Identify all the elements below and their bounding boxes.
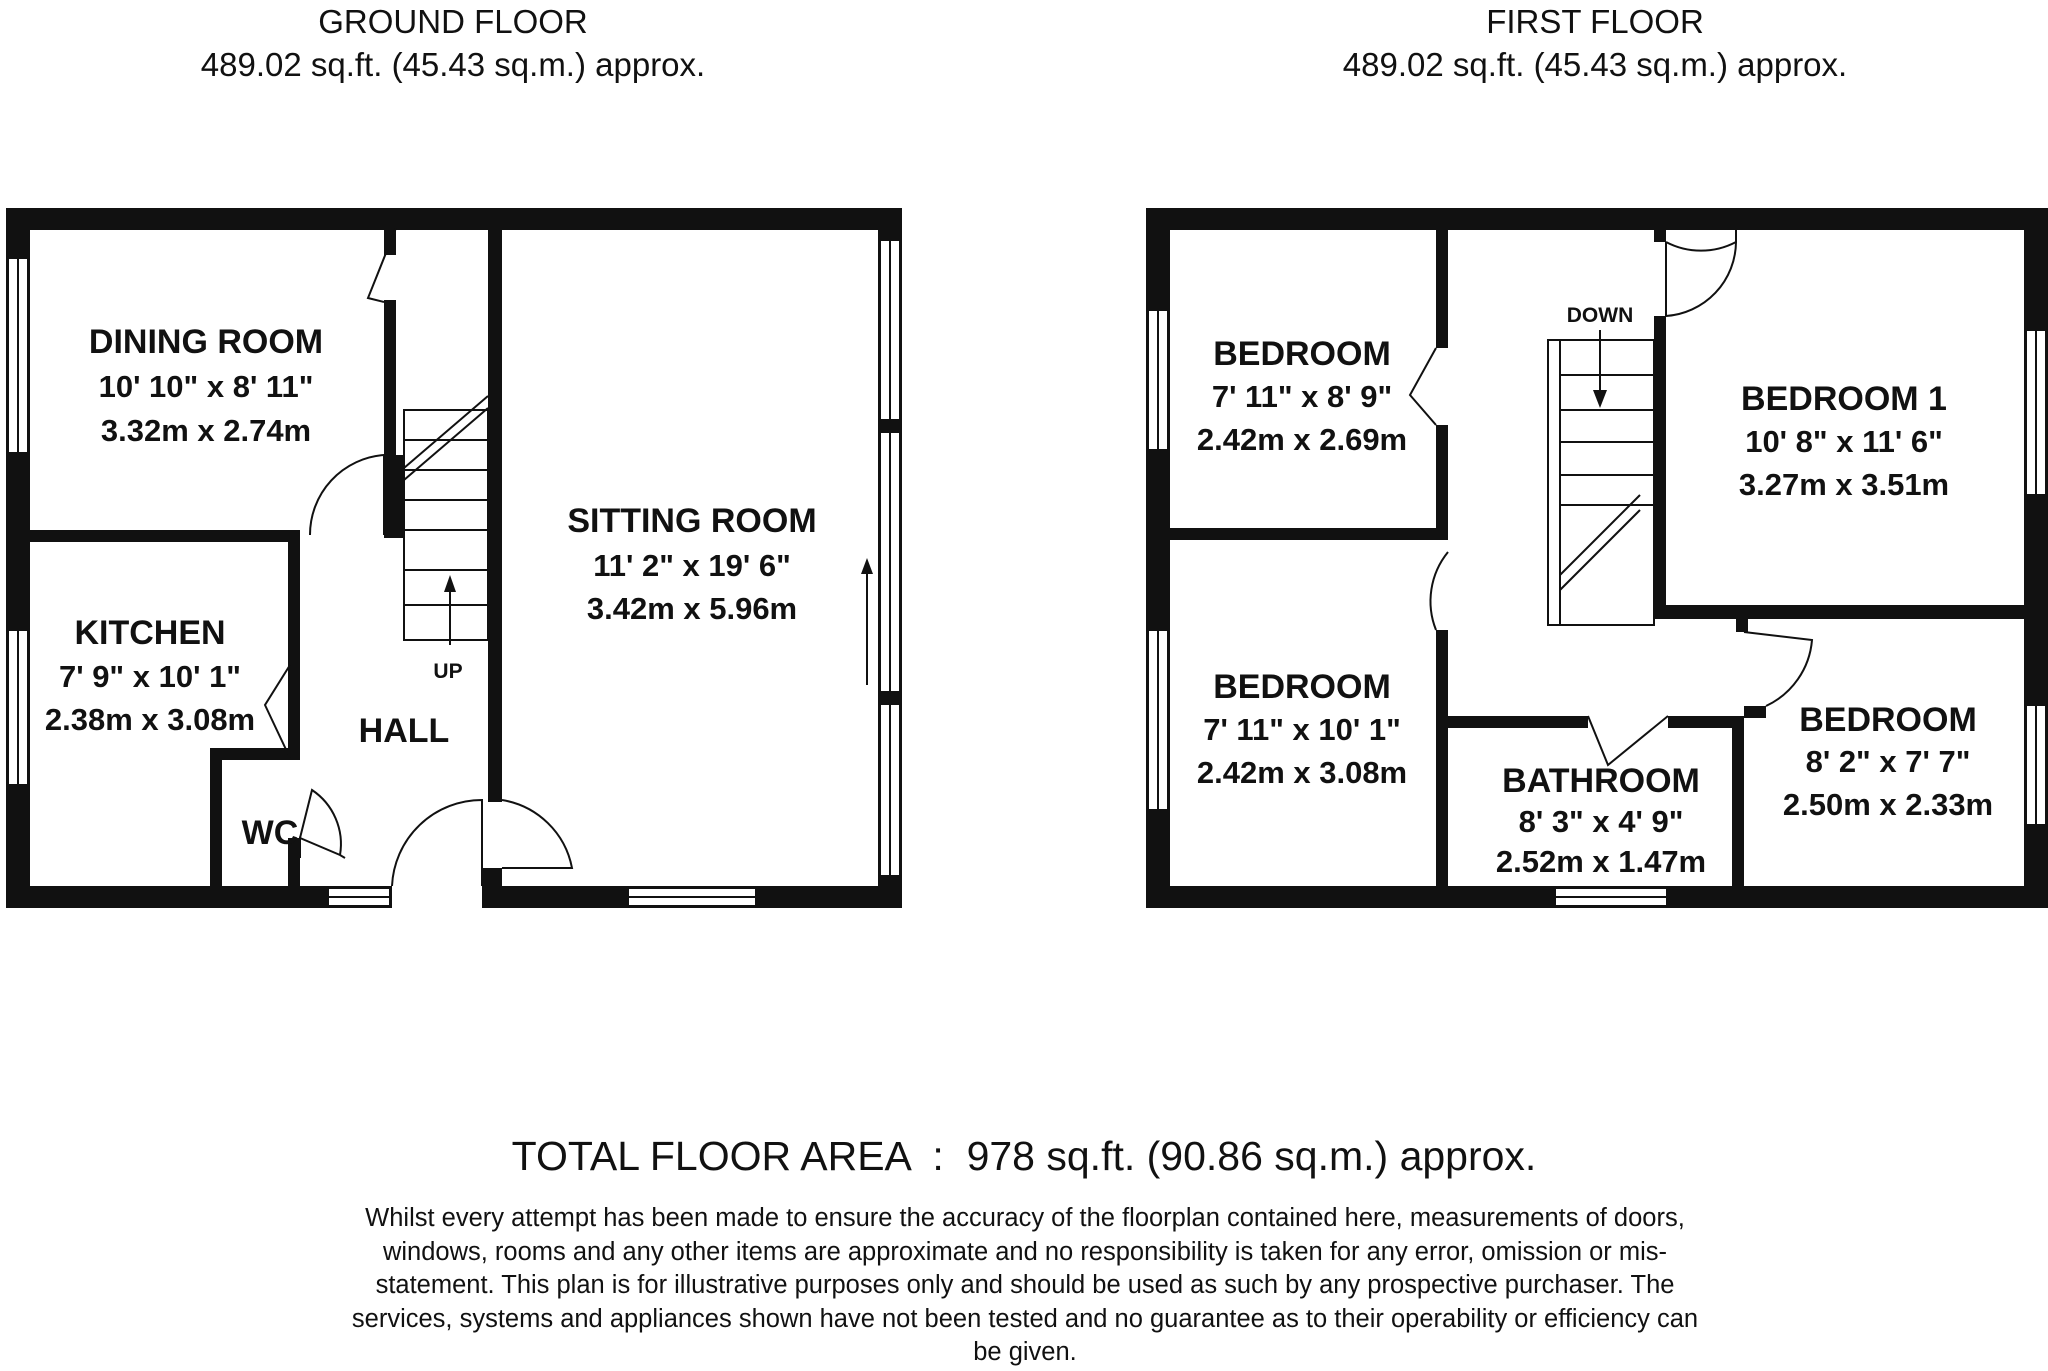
bedroom-c-name: BEDROOM xyxy=(1799,701,1977,739)
bathroom-metric: 2.52m x 1.47m xyxy=(1495,844,1707,879)
kitchen-name: KITCHEN xyxy=(74,614,226,652)
wall-landing-bedroom-1 xyxy=(1654,316,1666,616)
bedroom-1-imperial: 10' 8" x 11' 6" xyxy=(1745,424,1943,459)
wall-wc-left xyxy=(210,748,222,888)
first-floor-area: 489.02 sq.ft. (45.43 sq.m.) approx. xyxy=(1342,46,1848,83)
bedroom-b-imperial: 7' 11" x 10' 1" xyxy=(1203,712,1401,747)
wc-name: WC xyxy=(241,814,299,852)
bedroom-c-metric: 2.50m x 2.33m xyxy=(1782,787,1994,822)
wall-bedroom-a-landing xyxy=(1436,228,1448,348)
bedroom-a-metric: 2.42m x 2.69m xyxy=(1196,422,1408,457)
front-door-gap xyxy=(392,886,482,908)
kitchen-metric: 2.38m x 3.08m xyxy=(44,702,256,737)
kitchen-imperial: 7' 9" x 10' 1" xyxy=(58,659,242,694)
dining-room-metric: 3.32m x 2.74m xyxy=(100,413,312,448)
bathroom-imperial: 8' 3" x 4' 9" xyxy=(1518,804,1684,839)
wall-dining-hall xyxy=(384,300,396,455)
wall-bedroom-1-bottom xyxy=(1654,605,2026,619)
wall-hall-sitting xyxy=(488,228,502,796)
bathroom-name: BATHROOM xyxy=(1502,762,1700,800)
stairs-up-label: UP xyxy=(433,660,463,683)
sitting-room-imperial: 11' 2" x 19' 6" xyxy=(593,548,791,583)
wall-bedroom-b-landing xyxy=(1436,630,1448,888)
dining-room-imperial: 10' 10" x 8' 11" xyxy=(98,369,314,404)
disclaimer-text: Whilst every attempt has been made to ensure the accuracy of the floorplan contained here, measurements of doors, windows, rooms and any other items are approximate and no responsibility is taken for any error, omission or mis-statement. This plan is for illustrative purposes only and should be used as such by any prospective purchaser. The services, systems and appliances shown have not been tested and no guarantee as to their operability or efficiency can be given. xyxy=(351,1204,1699,1366)
bedroom-c-imperial: 8' 2" x 7' 7" xyxy=(1805,744,1971,779)
ground-floor-title: GROUND FLOOR xyxy=(318,3,588,40)
total-floor-area: TOTAL FLOOR AREA : 978 sq.ft. (90.86 sq.m.) approx. xyxy=(511,1133,1537,1179)
sitting-room-metric: 3.42m x 5.96m xyxy=(586,591,798,626)
ground-outer-wall-top xyxy=(6,208,902,230)
first-floor-title: FIRST FLOOR xyxy=(1486,3,1704,40)
ground-room-labels xyxy=(45,323,817,852)
first-outer-wall-top xyxy=(1146,208,2048,230)
bedroom-a-imperial: 7' 11" x 8' 9" xyxy=(1211,379,1393,414)
bedroom-b-metric: 2.42m x 3.08m xyxy=(1196,755,1408,790)
ground-floor-area: 489.02 sq.ft. (45.43 sq.m.) approx. xyxy=(200,46,706,83)
bedroom-b-name: BEDROOM xyxy=(1213,668,1391,706)
dining-room-name: DINING ROOM xyxy=(88,323,324,361)
wall-bathroom-top-left xyxy=(1448,716,1588,728)
wall-bedroom-a-b xyxy=(1168,528,1448,540)
bedroom-1-metric: 3.27m x 3.51m xyxy=(1738,467,1950,502)
bedroom-a-name: BEDROOM xyxy=(1213,335,1391,373)
ground-stairs xyxy=(404,396,488,645)
wall-bathroom-right xyxy=(1732,716,1744,888)
wall-dining-kitchen xyxy=(28,530,298,542)
hall-name: HALL xyxy=(358,712,450,750)
sitting-room-name: SITTING ROOM xyxy=(567,502,817,540)
stairs-down-label: DOWN xyxy=(1566,304,1634,327)
wall-kitchen-hall xyxy=(288,588,300,758)
first-stairs xyxy=(1548,330,1654,625)
bedroom-1-name: BEDROOM 1 xyxy=(1741,380,1947,418)
